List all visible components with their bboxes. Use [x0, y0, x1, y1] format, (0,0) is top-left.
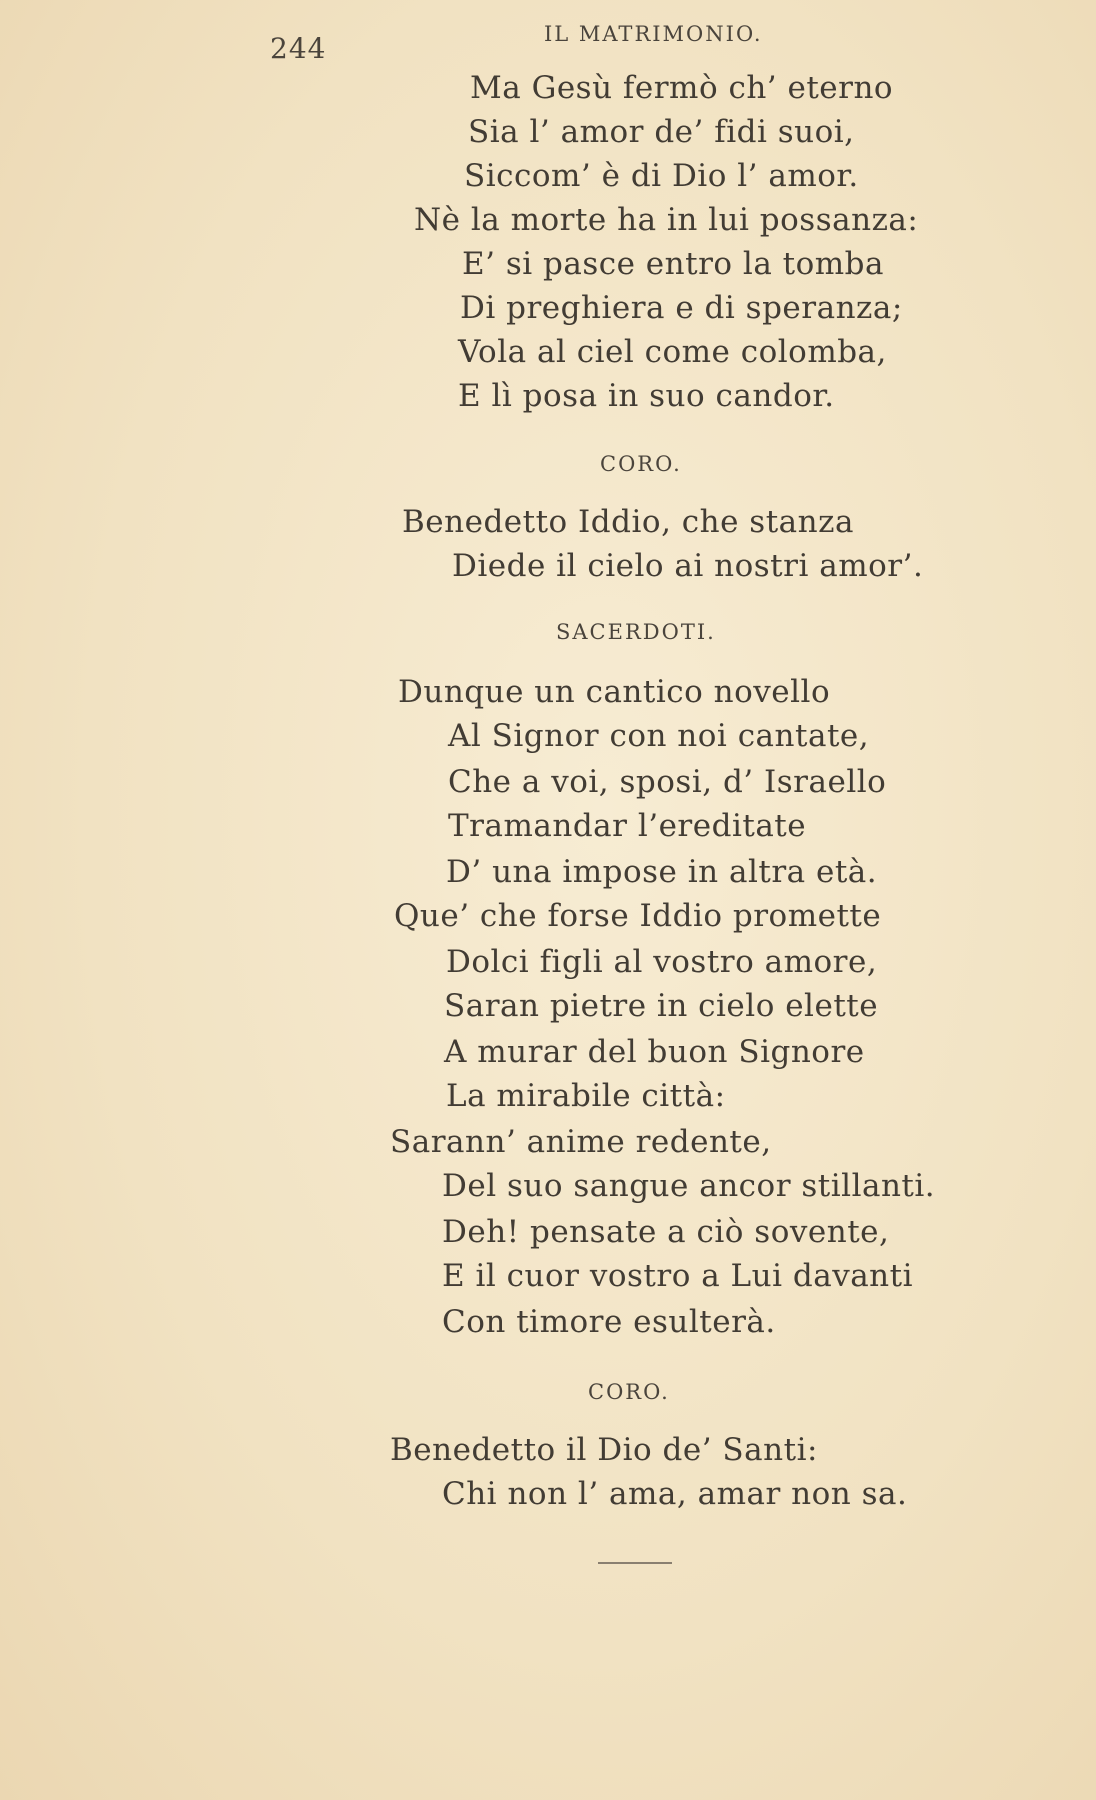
- verse-line: Sia l’ amor de’ fidi suoi,: [468, 114, 855, 150]
- verse-line: Benedetto il Dio de’ Santi:: [390, 1432, 818, 1468]
- verse-line: Ma Gesù fermò ch’ eterno: [470, 70, 894, 106]
- page-number: 244: [270, 32, 327, 65]
- verse-line: D’ una impose in altra età.: [446, 854, 878, 890]
- verse-line: Benedetto Iddio, che stanza: [402, 504, 854, 540]
- section-end-rule: [598, 1562, 672, 1564]
- verse-line: E’ si pasce entro la tomba: [462, 246, 885, 282]
- verse-line: Vola al ciel come colomba,: [458, 334, 887, 370]
- verse-line: Que’ che forse Iddio promette: [394, 898, 882, 934]
- verse-line: E il cuor vostro a Lui davanti: [442, 1258, 914, 1294]
- verse-line: Siccom’ è di Dio l’ amor.: [464, 158, 859, 194]
- verse-line: Nè la morte ha in lui possanza:: [414, 202, 919, 238]
- verse-line: A murar del buon Signore: [444, 1034, 865, 1070]
- running-title: IL MATRIMONIO.: [544, 22, 763, 46]
- speaker-heading: SACERDOTI.: [556, 620, 716, 644]
- speaker-heading: CORO.: [588, 1380, 670, 1404]
- verse-line: Sarann’ anime redente,: [390, 1124, 772, 1160]
- verse-line: E lì posa in suo candor.: [458, 378, 835, 414]
- verse-line: Che a voi, sposi, d’ Israello: [448, 764, 887, 800]
- verse-line: La mirabile città:: [446, 1078, 726, 1114]
- verse-line: Deh! pensate a ciò sovente,: [442, 1214, 890, 1250]
- verse-line: Del suo sangue ancor stillanti.: [442, 1168, 936, 1204]
- speaker-heading: CORO.: [600, 452, 682, 476]
- verse-line: Dolci figli al vostro amore,: [446, 944, 878, 980]
- verse-line: Di preghiera e di speranza;: [460, 290, 903, 326]
- verse-line: Tramandar l’ereditate: [448, 808, 807, 844]
- verse-line: Dunque un cantico novello: [398, 674, 831, 710]
- verse-line: Al Signor con noi cantate,: [448, 718, 870, 754]
- verse-line: Chi non l’ ama, amar non sa.: [442, 1476, 908, 1512]
- verse-line: Con timore esulterà.: [442, 1304, 776, 1340]
- verse-line: Diede il cielo ai nostri amor’.: [452, 548, 924, 584]
- verse-line: Saran pietre in cielo elette: [444, 988, 879, 1024]
